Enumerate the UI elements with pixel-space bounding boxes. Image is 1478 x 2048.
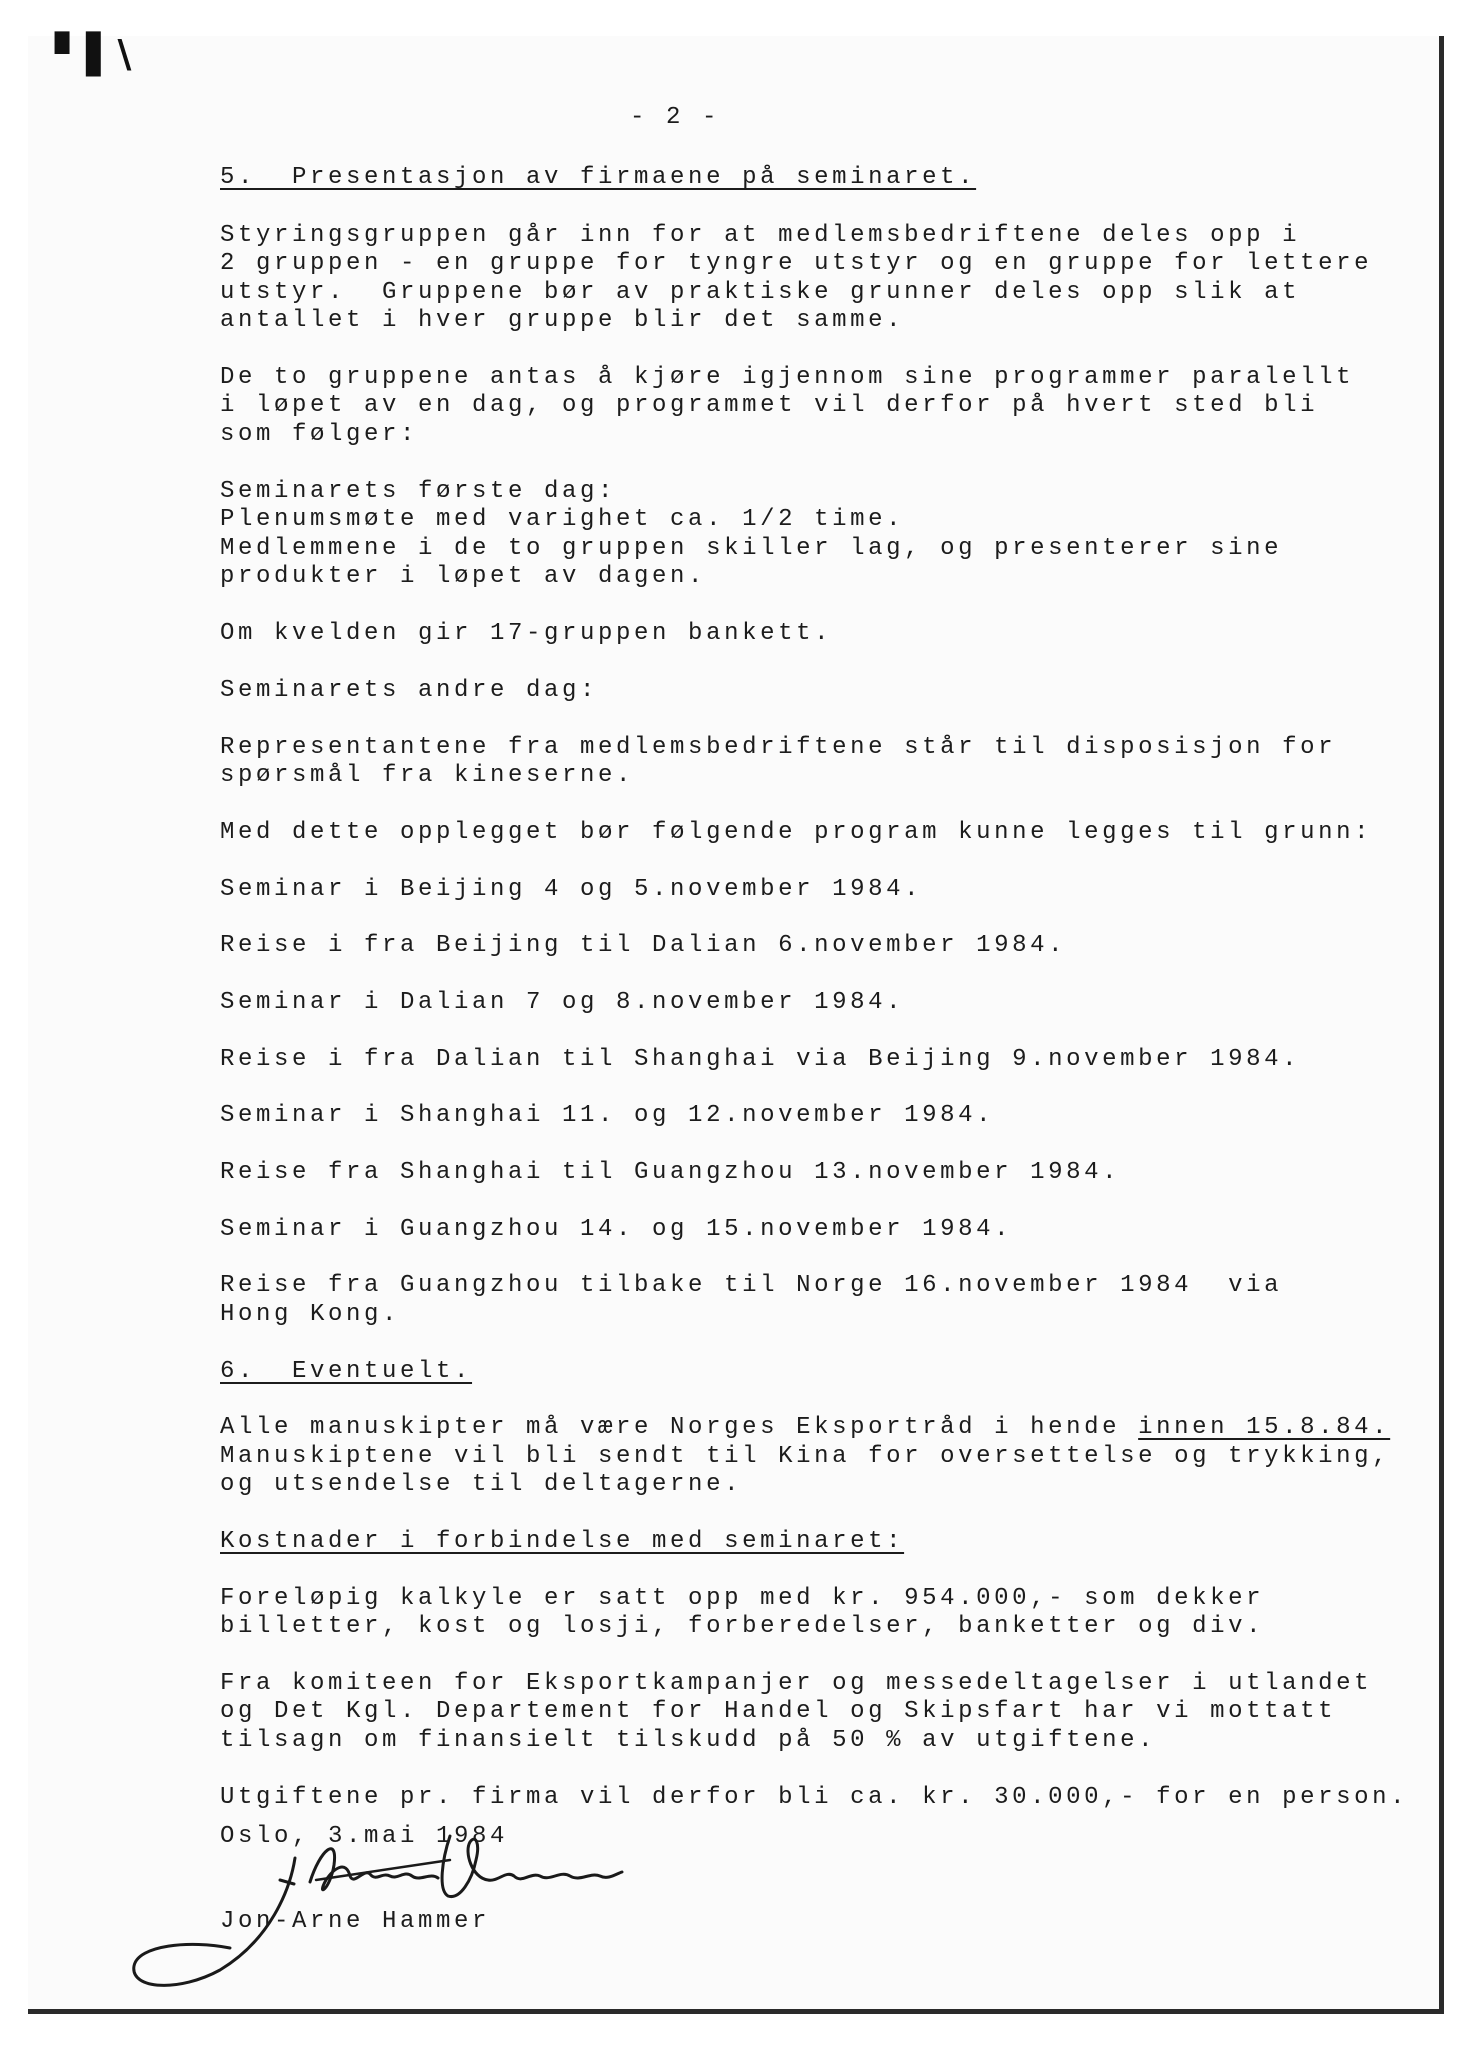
costs-p2-line: og Det Kgl. Departement for Handel og Skipsfart har vi mottatt: [220, 1698, 1337, 1725]
section-5-p2-line: De to gruppene antas å kjøre igjennom sine programmer paralellt: [220, 364, 1355, 391]
signature-name: Jon-Arne Hammer: [220, 1908, 491, 1935]
day2-heading: Seminarets andre dag:: [220, 677, 599, 704]
section-5-p1-line: antallet i hver gruppe blir det samme.: [220, 307, 905, 334]
section-6-p1-line: og utsendelse til deltagerne.: [220, 1471, 743, 1498]
day1-line: produkter i løpet av dagen.: [220, 563, 707, 590]
section-6-p1-line: [220, 1414, 1390, 1442]
page-number: - 2 -: [630, 104, 721, 131]
program-intro: Med dette opplegget bør følgende program kunne legges til grunn:: [220, 819, 1373, 846]
section-5-p2-line: som følger:: [220, 421, 419, 448]
banquet-line: Om kvelden gir 17-gruppen bankett.: [220, 620, 833, 647]
day2-line: Representantene fra medlemsbedriftene står til disposisjon for: [220, 734, 1337, 761]
day1-line: Medlemmene i de to gruppen skiller lag, og presenterer sine: [220, 535, 1283, 562]
day1-line: Seminarets første dag:: [220, 478, 617, 505]
program-item: Seminar i Shanghai 11. og 12.november 1984.: [220, 1102, 995, 1129]
return-trip-line: Reise fra Guangzhou tilbake til Norge 16.november 1984 via: [220, 1272, 1283, 1299]
place-date: Oslo, 3.mai 1984: [220, 1823, 509, 1850]
program-item: Seminar i Beijing 4 og 5.november 1984.: [220, 876, 923, 903]
section-5-p1-line: 2 gruppen - en gruppe for tyngre utstyr og en gruppe for lettere: [220, 250, 1373, 277]
section-6-p1-line: Manuskiptene vil bli sendt til Kina for oversettelse og trykking,: [220, 1443, 1391, 1470]
section-6-p1-prefix: Alle manuskipter må være Norges Eksportråd i hende: [220, 1414, 1139, 1441]
section-5-heading: 5. Presentasjon av firmaene på seminaret.: [220, 164, 977, 191]
costs-p2-line: Fra komiteen for Eksportkampanjer og messedeltagelser i utlandet: [220, 1670, 1373, 1697]
day2-line: spørsmål fra kineserne.: [220, 762, 635, 789]
program-item: Seminar i Dalian 7 og 8.november 1984.: [220, 989, 905, 1016]
costs-p2-line: tilsagn om finansielt tilskudd på 50 % av utgiftene.: [220, 1727, 1157, 1754]
costs-p1-line: billetter, kost og losji, forberedelser, banketter og div.: [220, 1613, 1265, 1640]
costs-heading: Kostnader i forbindelse med seminaret:: [220, 1528, 905, 1555]
deadline-text: innen 15.8.84.: [1138, 1414, 1391, 1441]
day1-line: Plenumsmøte med varighet ca. 1/2 time.: [220, 506, 905, 533]
program-item: Reise i fra Beijing til Dalian 6.november 1984.: [220, 932, 1067, 959]
section-5-p1-line: utstyr. Gruppene bør av praktiske grunner deles opp slik at: [220, 279, 1301, 306]
section-6-heading: 6. Eventuelt.: [220, 1358, 473, 1385]
program-item: Seminar i Guangzhou 14. og 15.november 1984.: [220, 1216, 1013, 1243]
corner-mark: ▘▌\: [55, 32, 134, 76]
return-trip-line: Hong Kong.: [220, 1301, 401, 1328]
section-5-p2-line: i løpet av en dag, og programmet vil derfor på hvert sted bli: [220, 392, 1319, 419]
program-item: Reise i fra Dalian til Shanghai via Beijing 9.november 1984.: [220, 1046, 1301, 1073]
section-5-p1-line: Styringsgruppen går inn for at medlemsbedriftene deles opp i: [220, 222, 1301, 249]
program-item: Reise fra Shanghai til Guangzhou 13.november 1984.: [220, 1159, 1121, 1186]
costs-p1-line: Foreløpig kalkyle er satt opp med kr. 954.000,- som dekker: [220, 1585, 1265, 1612]
per-firm-line: Utgiftene pr. firma vil derfor bli ca. kr. 30.000,- for en person.: [220, 1784, 1409, 1811]
